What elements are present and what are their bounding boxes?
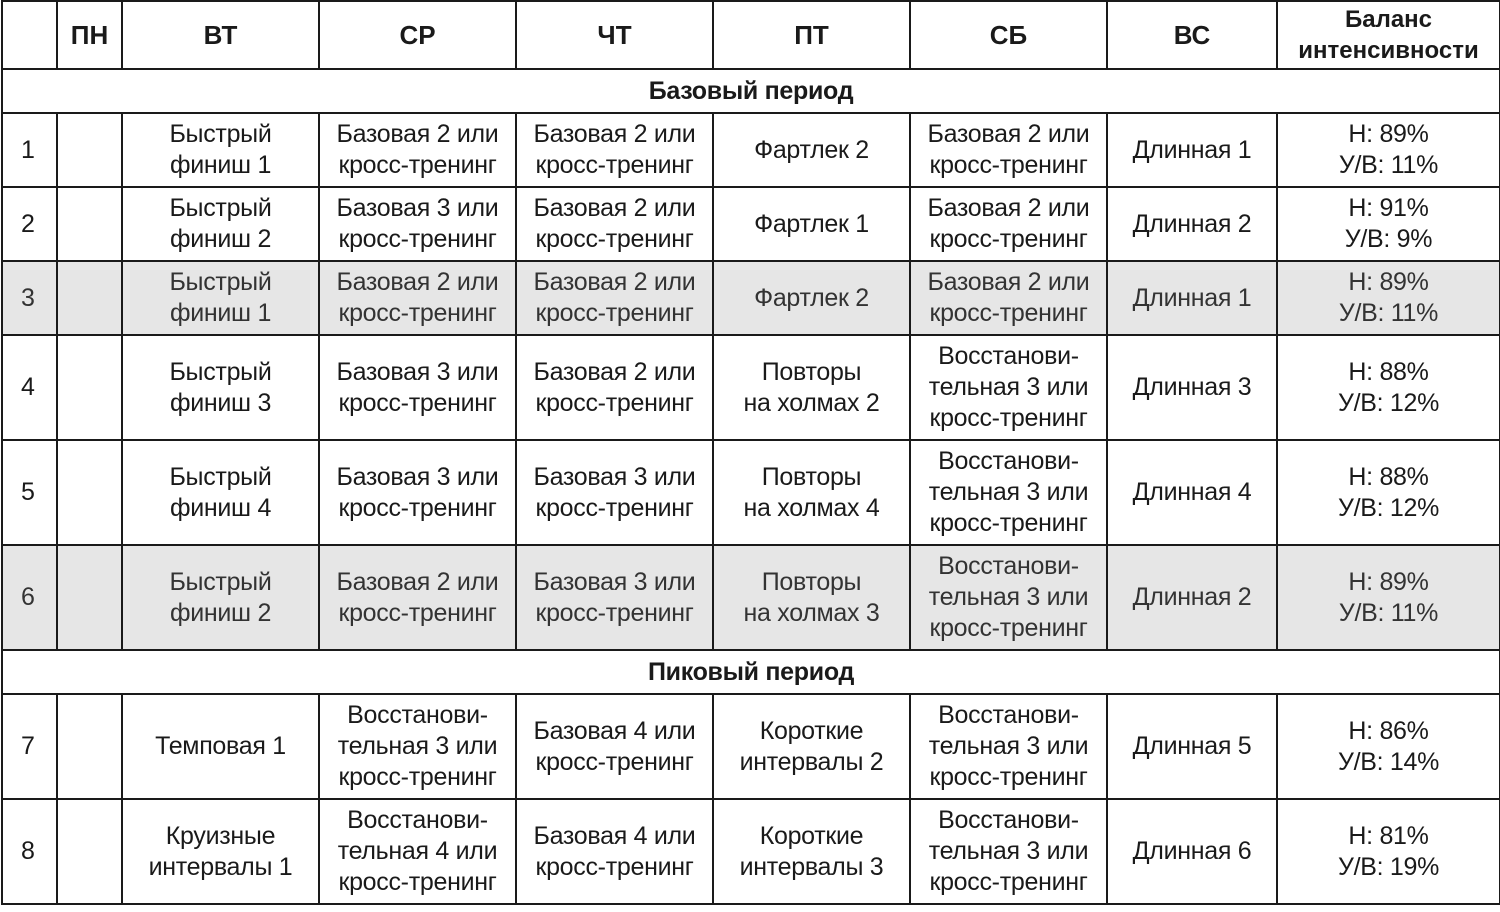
header-wed: СР	[319, 1, 516, 69]
wed-cell: Базовая 2 или кросс-тренинг	[319, 261, 516, 335]
week-number: 6	[2, 545, 57, 650]
thu-cell: Базовая 4 или кросс-тренинг	[516, 694, 713, 799]
mon-cell	[57, 113, 122, 187]
fri-cell: Фартлек 1	[713, 187, 910, 261]
balance-cell: Н: 91% У/В: 9%	[1277, 187, 1500, 261]
training-plan-table	[1, 0, 1500, 905]
sun-cell: Длинная 3	[1107, 335, 1277, 440]
wed-cell: Базовая 2 или кросс-тренинг	[319, 113, 516, 187]
header-balance: Баланс интенсивности	[1277, 1, 1500, 69]
period-header-row	[2, 650, 1500, 694]
sun-cell: Длинная 1	[1107, 113, 1277, 187]
wed-cell: Базовая 3 или кросс-тренинг	[319, 335, 516, 440]
week-number: 8	[2, 799, 57, 904]
balance-cell: Н: 81% У/В: 19%	[1277, 799, 1500, 904]
balance-cell: Н: 89% У/В: 11%	[1277, 545, 1500, 650]
sat-cell: Восстанови- тельная 3 или кросс-тренинг	[910, 545, 1107, 650]
week-number: 2	[2, 187, 57, 261]
mon-cell	[57, 545, 122, 650]
week-row	[2, 799, 1500, 904]
fri-cell: Повторы на холмах 2	[713, 335, 910, 440]
mon-cell	[57, 187, 122, 261]
tue-cell: Быстрый финиш 2	[122, 187, 319, 261]
mon-cell	[57, 694, 122, 799]
week-row	[2, 113, 1500, 187]
tue-cell: Быстрый финиш 4	[122, 440, 319, 545]
header-sun: ВС	[1107, 1, 1277, 69]
header-sat: СБ	[910, 1, 1107, 69]
sat-cell: Базовая 2 или кросс-тренинг	[910, 113, 1107, 187]
balance-cell: Н: 89% У/В: 11%	[1277, 113, 1500, 187]
wed-cell: Базовая 2 или кросс-тренинг	[319, 545, 516, 650]
week-row	[2, 187, 1500, 261]
week-row	[2, 261, 1500, 335]
week-row	[2, 335, 1500, 440]
sat-cell: Восстанови- тельная 3 или кросс-тренинг	[910, 440, 1107, 545]
wed-cell: Восстанови- тельная 4 или кросс-тренинг	[319, 799, 516, 904]
thu-cell: Базовая 2 или кросс-тренинг	[516, 187, 713, 261]
fri-cell: Повторы на холмах 4	[713, 440, 910, 545]
thu-cell: Базовая 2 или кросс-тренинг	[516, 261, 713, 335]
sun-cell: Длинная 6	[1107, 799, 1277, 904]
thu-cell: Базовая 4 или кросс-тренинг	[516, 799, 713, 904]
balance-cell: Н: 89% У/В: 11%	[1277, 261, 1500, 335]
balance-cell: Н: 86% У/В: 14%	[1277, 694, 1500, 799]
header-row	[2, 1, 1500, 69]
wed-cell: Восстанови- тельная 3 или кросс-тренинг	[319, 694, 516, 799]
sun-cell: Длинная 2	[1107, 545, 1277, 650]
sat-cell: Восстанови- тельная 3 или кросс-тренинг	[910, 694, 1107, 799]
sun-cell: Длинная 1	[1107, 261, 1277, 335]
tue-cell: Быстрый финиш 1	[122, 261, 319, 335]
thu-cell: Базовая 3 или кросс-тренинг	[516, 545, 713, 650]
tue-cell: Быстрый финиш 3	[122, 335, 319, 440]
thu-cell: Базовая 3 или кросс-тренинг	[516, 440, 713, 545]
mon-cell	[57, 440, 122, 545]
balance-cell: Н: 88% У/В: 12%	[1277, 440, 1500, 545]
mon-cell	[57, 335, 122, 440]
sun-cell: Длинная 5	[1107, 694, 1277, 799]
mon-cell	[57, 261, 122, 335]
balance-cell: Н: 88% У/В: 12%	[1277, 335, 1500, 440]
mon-cell	[57, 799, 122, 904]
week-number: 4	[2, 335, 57, 440]
thu-cell: Базовая 2 или кросс-тренинг	[516, 113, 713, 187]
sat-cell: Восстанови- тельная 3 или кросс-тренинг	[910, 335, 1107, 440]
sat-cell: Базовая 2 или кросс-тренинг	[910, 187, 1107, 261]
fri-cell: Фартлек 2	[713, 261, 910, 335]
fri-cell: Короткие интервалы 3	[713, 799, 910, 904]
week-row	[2, 440, 1500, 545]
tue-cell: Круизные интервалы 1	[122, 799, 319, 904]
header-num	[2, 1, 57, 69]
fri-cell: Фартлек 2	[713, 113, 910, 187]
fri-cell: Повторы на холмах 3	[713, 545, 910, 650]
week-number: 1	[2, 113, 57, 187]
period-header-row	[2, 69, 1500, 113]
fri-cell: Короткие интервалы 2	[713, 694, 910, 799]
sun-cell: Длинная 4	[1107, 440, 1277, 545]
thu-cell: Базовая 2 или кросс-тренинг	[516, 335, 713, 440]
week-number: 7	[2, 694, 57, 799]
sun-cell: Длинная 2	[1107, 187, 1277, 261]
week-number: 5	[2, 440, 57, 545]
header-mon: ПН	[57, 1, 122, 69]
week-number: 3	[2, 261, 57, 335]
week-row	[2, 545, 1500, 650]
tue-cell: Темповая 1	[122, 694, 319, 799]
header-tue: ВТ	[122, 1, 319, 69]
tue-cell: Быстрый финиш 2	[122, 545, 319, 650]
sat-cell: Базовая 2 или кросс-тренинг	[910, 261, 1107, 335]
sat-cell: Восстанови- тельная 3 или кросс-тренинг	[910, 799, 1107, 904]
header-thu: ЧТ	[516, 1, 713, 69]
wed-cell: Базовая 3 или кросс-тренинг	[319, 187, 516, 261]
period-title: Пиковый период	[2, 650, 1500, 694]
header-fri: ПТ	[713, 1, 910, 69]
tue-cell: Быстрый финиш 1	[122, 113, 319, 187]
period-title: Базовый период	[2, 69, 1500, 113]
week-row	[2, 694, 1500, 799]
wed-cell: Базовая 3 или кросс-тренинг	[319, 440, 516, 545]
